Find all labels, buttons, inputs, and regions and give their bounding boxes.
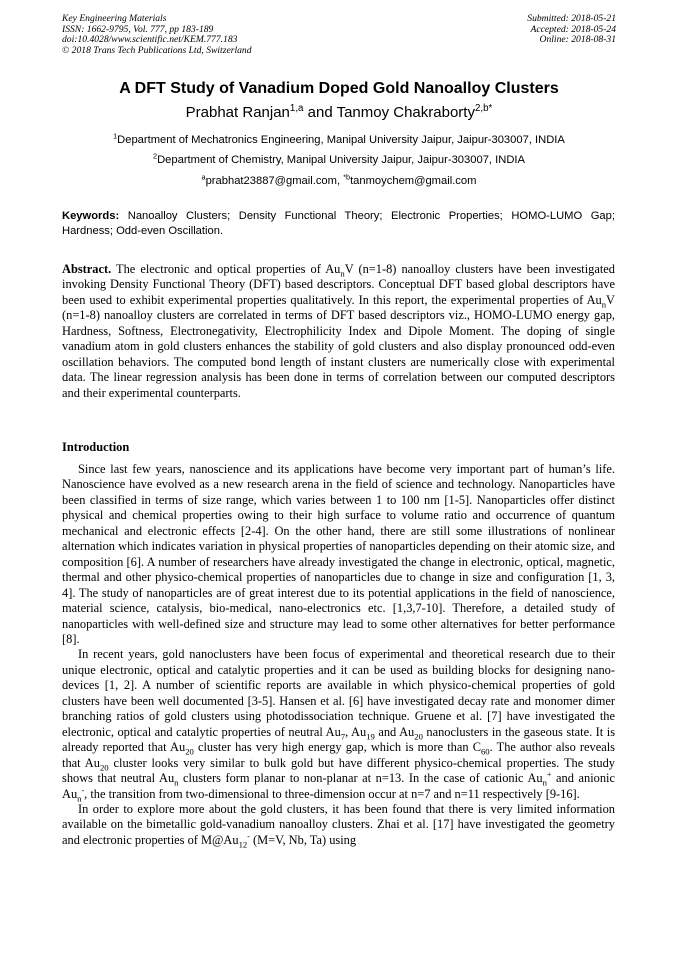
keywords-label: Keywords: <box>62 210 120 222</box>
text-run: . The author also reveals that Au <box>62 740 615 770</box>
subscript: 20 <box>414 731 423 742</box>
subscript: n <box>340 268 345 279</box>
subscript: 20 <box>99 762 109 773</box>
text-run: , the transition from two-dimensional to three-dimension occur at n=7 and n=11 respectively [9-16]. <box>84 786 580 801</box>
online-date: Online: 2018-08-31 <box>539 34 616 46</box>
doi-line: doi:10.4028/www.scientific.net/KEM.777.183 <box>62 34 238 46</box>
email-b: tanmoychem@gmail.com <box>350 175 477 187</box>
text-run: clusters form planar to non-planar at n=13. In the case of cationic Au <box>178 771 543 786</box>
journal-name: Key Engineering Materials <box>62 13 167 24</box>
subscript: 7 <box>340 731 346 742</box>
copyright-line: © 2018 Trans Tech Publications Ltd, Switzerland <box>62 44 252 56</box>
abstract-text: The electronic and optical properties of Au <box>111 262 341 276</box>
intro-paragraph-3 <box>62 802 615 848</box>
text-run: and Au <box>374 724 415 739</box>
submitted-date: Submitted: 2018-05-21 <box>527 13 616 24</box>
author-1: Prabhat Ranjan <box>185 104 290 121</box>
keywords-text: Nanoalloy Clusters; Density Functional Theory; Electronic Properties; HOMO-LUMO Gap; Hardness; Odd-even Oscillation. <box>62 210 615 237</box>
author-line <box>0 103 678 122</box>
affiliation-1-number: 1 <box>113 131 118 141</box>
subscript: 12 <box>238 839 248 850</box>
journal-header-left <box>62 14 252 56</box>
subscript: n <box>77 792 82 803</box>
affiliation-1 <box>0 133 678 147</box>
issn-line: ISSN: 1662-9795, Vol. 777, pp 183-189 <box>62 23 214 35</box>
superscript: + <box>546 769 552 779</box>
abstract-text: V (n=1-8) nanoalloy clusters have been investigated invoking Density Functional Theory (DFT) based descriptors. Conceptual DFT based global descriptors have been used to exhibit experimental properties qualitatively. In this report, the experimental properties of Au <box>62 262 616 307</box>
subscript: 19 <box>366 731 375 742</box>
subscript: n <box>601 299 607 310</box>
subscript: n <box>174 777 179 788</box>
author-conjunction: and <box>303 104 337 121</box>
text-run: nanoclusters in the gaseous state. It is already reported that Au <box>62 724 616 755</box>
affiliation-2 <box>0 153 678 167</box>
intro-paragraph-2 <box>62 647 615 802</box>
author-emails <box>0 174 678 188</box>
accepted-date: Accepted: 2018-05-24 <box>530 23 616 35</box>
section-heading-introduction: Introduction <box>62 440 130 454</box>
text-run: cluster has very high energy gap, which is more than C <box>193 740 481 755</box>
journal-header-right <box>527 14 616 46</box>
paper-title: A DFT Study of Vanadium Doped Gold Nanoalloy Clusters <box>119 80 559 97</box>
superscript: - <box>247 831 250 841</box>
subscript: n <box>542 777 547 788</box>
abstract-label: Abstract. <box>62 262 112 276</box>
author-2: Tanmoy Chakraborty <box>336 104 475 121</box>
text-run: , Au <box>345 724 367 739</box>
intro-paragraph-1: Since last few years, nanoscience and its applications have become very important part of human’s life. Nanoscience have evolved as a new research arena in the field of science and technology. Nanoparticles have been classified in terms of size range, which varies between 1 to 100 nm [1-5]. Nanoparticles offer distinct physical and chemical properties owing to their high surface to volume ratio and occurrence of quantum mechanical and electronic effects [2-4]. On the other hand, there are still some illustrations of nonlinear alternation which indicates variation in physical properties of nanoparticles depending on their atomic size, and composition [6]. A number of researchers have already investigated the change in electronic, optical, magnetic, thermal and other physico-chemical properties of nanoparticles due to change in size and configuration [1, 3, 4]. The study of nanoparticles are of great interest due to its potential applications in the field of nanoscience, material science, catalysis, bio-medical, nano-electronics etc. [1,3,7-10]. Therefore, a detailed study of nanoparticles with well-defined size and structure may lead to some other alternatives for better performance [8]. <box>62 462 615 646</box>
author-2-affiliation: 2,b* <box>474 103 493 114</box>
affiliation-2-number: 2 <box>153 151 158 161</box>
introduction-body <box>62 462 615 848</box>
email-b-marker: *b <box>343 172 351 182</box>
keywords <box>62 209 615 238</box>
subscript: 60 <box>480 746 490 757</box>
affiliation-2-text: Department of Chemistry, Manipal University Jaipur, Jaipur-303007, INDIA <box>157 154 525 166</box>
subscript: 20 <box>185 746 194 757</box>
text-run: (M=V, Nb, Ta) using <box>249 832 357 847</box>
text-run: In order to explore more about the gold clusters, it has been found that there is very limited information available on the bimetallic gold-vanadium nanoalloy clusters. Zhai et al. [17] have investigated the geometry and electronic properties of M@Au <box>62 801 615 847</box>
email-a: prabhat23887@gmail.com, <box>205 175 344 187</box>
author-1-affiliation: 1,a <box>289 103 304 114</box>
text-run: and anionic Au <box>62 771 615 801</box>
email-a-marker: a <box>201 172 206 182</box>
text-run: In recent years, gold nanoclusters have been focus of experimental and theoretical research due to their unique electronic, optical and catalytic properties and it can be used as building blocks for designing nano-devices [1, 2]. A number of scientific reports are available in which physico-chemical properties of gold clusters have been well documented [3-5]. Hansen et al. [6] have investigated decay rate and monomer dimer branching ratios of gold clusters using photodissociation technique. Gruene et al. [7] have investigated the electronic, optical and catalytic properties of neutral Au <box>62 647 615 739</box>
text-run: cluster looks very similar to bulk gold but have different physico-chemical properties. The study shows that neutral Au <box>62 755 615 786</box>
abstract <box>62 262 615 401</box>
affiliation-1-text: Department of Mechatronics Engineering, Manipal University Jaipur, Jaipur-303007, INDIA <box>117 134 565 146</box>
abstract-text: V (n=1-8) nanoalloy clusters are correlated in terms of DFT based descriptors viz., HOMO-LUMO energy gap, Hardness, Softness, Electronegativity, Electrophilicity Index and Dipole Moment. The doping of single vanadium atom in gold clusters enhances the stability of gold clusters and also display pronounced odd-even oscillation behaviors. The computed bond length of instant clusters are numerically close with experimental data. The linear regression analysis has been done in terms of correlation between our computed descriptors and their experimental counterparts. <box>62 292 615 400</box>
superscript: - <box>81 785 85 795</box>
